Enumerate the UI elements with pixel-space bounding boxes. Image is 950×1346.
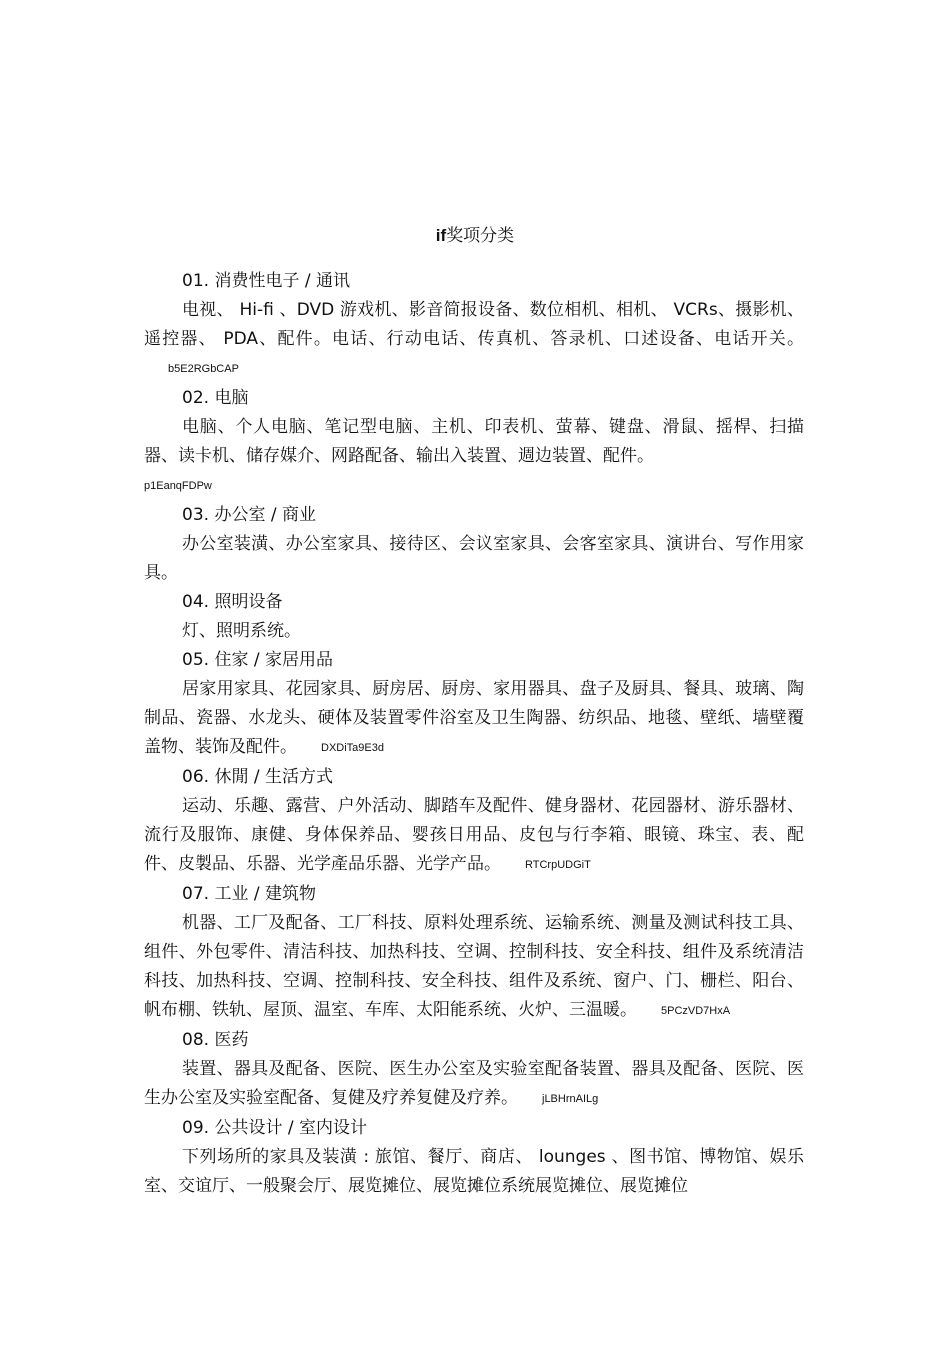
section-heading: 08. 医药: [182, 1030, 249, 1050]
section-code: RTCrpUDGiT: [525, 859, 591, 871]
section-text: [144, 1143, 804, 1201]
section-text: [144, 792, 804, 880]
section-body: 灯、照明系统。: [182, 621, 301, 641]
title-text: 奖项分类: [446, 226, 515, 246]
section-body: 电脑、个人电脑、笔记型电脑、主机、印表机、萤幕、键盘、滑鼠、摇桿、扫描器、读卡机、储存媒介、网路配备、输出入装置、週边装置、配件。: [144, 417, 804, 466]
section-body: 办公室装潢、办公室家具、接待区、会议室家具、会客室家具、演讲台、写作用家具。: [144, 534, 804, 583]
section-text: [144, 909, 804, 1026]
section-text: [144, 413, 804, 501]
section-code: DXDiTa9E3d: [321, 742, 384, 754]
section-heading: 07. 工业 / 建筑物: [182, 884, 316, 904]
section-heading: 02. 电脑: [182, 388, 249, 408]
title-prefix: if: [435, 226, 447, 245]
section-body: 装置、器具及配备、医院、医生办公室及实验室配备装置、器具及配备、医院、医生办公室及实验室配备、复健及疗养复健及疗养。: [144, 1059, 804, 1108]
section-body: 居家用家具、花园家具、厨房居、厨房、家用器具、盘子及厨具、餐具、玻璃、陶制品、瓷器、水龙头、硬体及装置零件浴室及卫生陶器、纺织品、地毯、壁纸、墙壁覆盖物、装饰及配件。: [144, 679, 804, 757]
section-text: [144, 1055, 804, 1114]
section-text: [144, 530, 804, 588]
section-code: 5PCzVD7HxA: [661, 1005, 731, 1017]
document-body: [144, 267, 804, 1201]
section-heading: 04. 照明设备: [182, 592, 283, 612]
section-heading: 06. 休閒 / 生活方式: [182, 767, 333, 787]
section-code: p1EanqFDPw: [144, 480, 212, 492]
section-heading: 05. 住家 / 家居用品: [182, 650, 333, 670]
section-text: [144, 617, 804, 646]
section-heading: 03. 办公室 / 商业: [182, 505, 316, 525]
section-body: 机器、工厂及配备、工厂科技、原料处理系统、运输系统、测量及测试科技工具、组件、外包零件、清洁科技、加热科技、空调、控制科技、安全科技、组件及系统清洁科技、加热科技、空调、控制科技、安全科技、组件及系统、窗户、门、栅栏、阳台、帆布棚、铁轨、屋顶、温室、车库、太阳能系统、火炉、三温暖。: [144, 913, 804, 1020]
section-text: [144, 296, 804, 384]
section-body: 运动、乐趣、露营、户外活动、脚踏车及配件、健身器材、花园器材、游乐器材、流行及服饰、康健、身体保养品、婴孩日用品、皮包与行李箱、眼镜、珠宝、表、配件、皮製品、乐器、光学產品乐器、光学产品。: [144, 796, 804, 874]
section-heading: 09. 公共设计 / 室内设计: [182, 1118, 367, 1138]
section-code: b5E2RGbCAP: [168, 363, 239, 375]
section-body: 下列场所的家具及装潢 : 旅馆、餐厅、商店、 lounges 、图书馆、博物馆、娱乐室、交谊厅、一般聚会厅、展览摊位、展览摊位系统展览摊位、展览摊位: [144, 1147, 804, 1196]
section-code: jLBHrnAILg: [542, 1093, 599, 1105]
section-heading: 01. 消费性电子 / 通讯: [182, 271, 350, 291]
section-body: 电视、 Hi-fi 、DVD 游戏机、影音简报设备、数位相机、相机、 VCRs、摄影机、遥控器、 PDA、配件。电话、行动电话、传真机、答录机、口述设备、电话开关。: [144, 300, 804, 349]
document-title: [0, 224, 950, 248]
section-text: [144, 675, 804, 763]
